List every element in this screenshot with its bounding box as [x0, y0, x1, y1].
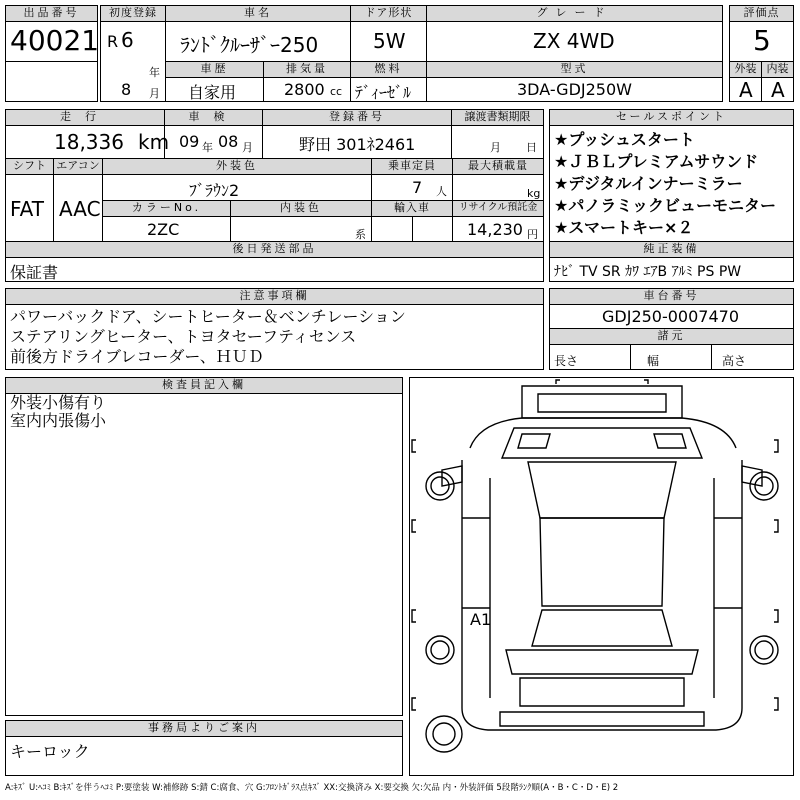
note-line: パワーバックドア、シートヒーター＆ベンチレーション	[10, 307, 406, 326]
ext-score: A	[739, 78, 753, 102]
note-line: ステアリングヒーター、トヨタセーフティセンス	[10, 327, 357, 346]
mileage-cell	[5, 125, 170, 159]
spec-length: 長さ	[554, 354, 579, 368]
score-header: 評価点	[729, 5, 794, 22]
first-reg-header: 初度登録	[100, 5, 166, 22]
insp-year-unit: 年	[202, 141, 213, 154]
insp-month-unit: 月	[242, 141, 253, 154]
spec-header: 諸元	[549, 328, 794, 345]
chassis-number: GDJ250-0007470	[602, 307, 740, 326]
int-score-cell	[761, 77, 794, 102]
ac: AAC	[59, 197, 101, 221]
parts-header: 後日発送部品	[5, 241, 544, 258]
grade: ZX 4WD	[533, 29, 615, 53]
first-reg-era: R	[107, 32, 119, 51]
ext-score-cell	[729, 77, 762, 102]
score-cell	[729, 21, 794, 62]
color-cell	[102, 174, 372, 201]
car-damage-diagram	[409, 377, 794, 776]
chassis-cell	[549, 304, 794, 329]
int-color-cell	[230, 216, 372, 242]
lot-number-cell	[5, 21, 98, 62]
damage-mark-a1: A1	[470, 610, 492, 629]
grade-cell	[426, 21, 723, 62]
history-cell	[165, 77, 264, 102]
door-type: 5W	[373, 29, 406, 53]
legend: A:ｷｽﾞ U:ﾍｺﾐ B:ｷｽﾞを伴うﾍｺﾐ P:要塗装 W:補修跡 S:錆 C:腐食、穴 G:ﾌﾛﾝﾄｶﾞﾗｽ点ｷｽﾞ XX:交換済み X:要交換 欠:欠品 内・外装評価 5段階ﾗﾝｸ順(A・B・C・D・E) 2	[5, 783, 619, 793]
model-cell	[426, 77, 723, 102]
shift-cell	[5, 174, 54, 242]
fuel-cell	[350, 77, 427, 102]
capacity: 7	[412, 178, 423, 197]
first-reg-month-unit: 月	[149, 87, 160, 100]
color-no: 2ZC	[147, 220, 180, 239]
shift-header: シフト	[5, 158, 54, 175]
ac-cell	[53, 174, 103, 242]
maxload-unit: kg	[527, 187, 541, 200]
spec-width: 幅	[647, 354, 660, 368]
transfer-month: 月	[490, 141, 501, 154]
maxload-cell	[452, 174, 544, 201]
plate-number: 野田 301ﾈ2461	[299, 135, 416, 154]
sales-points	[549, 125, 794, 242]
mileage-unit: km	[138, 130, 170, 154]
score: 5	[753, 24, 771, 57]
notes-header: 注意事項欄	[5, 288, 544, 305]
history: 自家用	[188, 83, 237, 102]
import-cell-a	[371, 216, 413, 242]
import-cell-b	[412, 216, 453, 242]
sales-point: ★プッシュスタート	[554, 130, 695, 149]
spec-width-cell	[630, 344, 712, 370]
recycle-cell	[452, 216, 544, 242]
fuel: ﾃﾞｨｰｾﾞﾙ	[355, 83, 412, 102]
notes-cell	[5, 304, 544, 370]
color-header: 外装色	[102, 158, 372, 175]
plate-cell	[262, 125, 452, 159]
sales-point: ★パノラミックビューモニター	[554, 196, 777, 215]
spec-height: 高さ	[722, 354, 747, 368]
first-reg-cell	[100, 21, 166, 102]
car-name: ﾗﾝﾄﾞｸﾙｰｻﾞｰ250	[180, 33, 319, 57]
insp-month: 08	[218, 132, 239, 151]
car-outline-drawing	[410, 378, 795, 777]
model-header: 型式	[426, 61, 723, 78]
maxload-header: 最大積載量	[452, 158, 544, 175]
name-cell	[165, 21, 351, 62]
disp-unit: cc	[330, 85, 343, 98]
int-score: A	[771, 78, 785, 102]
fuel-header: 燃料	[350, 61, 427, 78]
ac-header: エアコン	[53, 158, 103, 175]
capacity-unit: 人	[436, 185, 447, 198]
import-header: 輸入車	[371, 200, 453, 217]
parts-cell	[5, 257, 544, 282]
insp-year: 09	[179, 132, 200, 151]
mileage: 18,336	[54, 130, 124, 154]
int-color-unit: 系	[355, 228, 366, 241]
transfer-cell	[451, 125, 544, 159]
first-reg-year-unit: 年	[149, 66, 160, 79]
mileage-header: 走行	[5, 109, 165, 126]
disp-cell	[263, 77, 351, 102]
int-header: 内装	[761, 61, 794, 78]
chassis-header: 車台番号	[549, 288, 794, 305]
first-reg-month: 8	[121, 80, 132, 99]
sales-header: セールスポイント	[549, 109, 794, 126]
transfer-day: 日	[526, 141, 537, 154]
spec-height-cell	[711, 344, 794, 370]
inspector-header: 検査員記入欄	[5, 377, 403, 394]
sales-point: ★ＪＢＬプレミアムサウンド	[554, 152, 759, 171]
capacity-cell	[371, 174, 453, 201]
equip-header: 純正装備	[549, 241, 794, 258]
color-no-cell	[102, 216, 231, 242]
door-header: ドア形状	[350, 5, 427, 22]
body-color: ﾌﾞﾗｳﾝ2	[189, 181, 240, 200]
recycle-fee: 14,230	[467, 220, 523, 239]
office-header: 事務局よりご案内	[5, 720, 403, 737]
lot-number: 40021	[10, 24, 100, 57]
history-header: 車歴	[165, 61, 264, 78]
shift: FAT	[10, 197, 45, 221]
ext-header: 外装	[729, 61, 762, 78]
int-color-header: 内装色	[230, 200, 372, 217]
transfer-header: 譲渡書類期限	[451, 109, 544, 126]
color-no-header: カラーNo.	[102, 200, 231, 217]
sales-point: ★デジタルインナーミラー	[554, 174, 743, 193]
sales-point: ★スマートキー×２	[554, 218, 694, 237]
inspector-note: 室内内張傷小	[10, 411, 107, 430]
disp-header: 排気量	[263, 61, 351, 78]
grade-header: グレード	[426, 5, 723, 22]
capacity-header: 乗車定員	[371, 158, 453, 175]
parts: 保証書	[10, 263, 59, 282]
plate-header: 登録番号	[262, 109, 452, 126]
first-reg-year: 6	[121, 28, 134, 52]
inspection-header: 車検	[164, 109, 263, 126]
lot-header: 出品番号	[5, 5, 98, 22]
recycle-unit: 円	[527, 228, 538, 241]
office-note: キーロック	[10, 742, 90, 761]
spec-length-cell	[549, 344, 631, 370]
note-line: 前後方ドライブレコーダー、ＨＵＤ	[10, 347, 264, 366]
recycle-header: リサイクル預託金	[452, 200, 544, 217]
lot-blank-cell	[5, 61, 98, 102]
inspection-cell	[164, 125, 263, 159]
model-code: 3DA-GDJ250W	[517, 80, 632, 99]
displacement: 2800	[284, 80, 325, 99]
door-cell	[350, 21, 427, 62]
name-header: 車名	[165, 5, 351, 22]
office-cell	[5, 736, 403, 776]
equipment: ﾅﾋﾞ TV SR ｶﾜ ｴｱB ｱﾙﾐ PS PW	[554, 264, 742, 280]
inspector-note: 外装小傷有り	[10, 393, 107, 412]
inspector-cell	[5, 393, 403, 716]
equip-cell	[549, 257, 794, 282]
